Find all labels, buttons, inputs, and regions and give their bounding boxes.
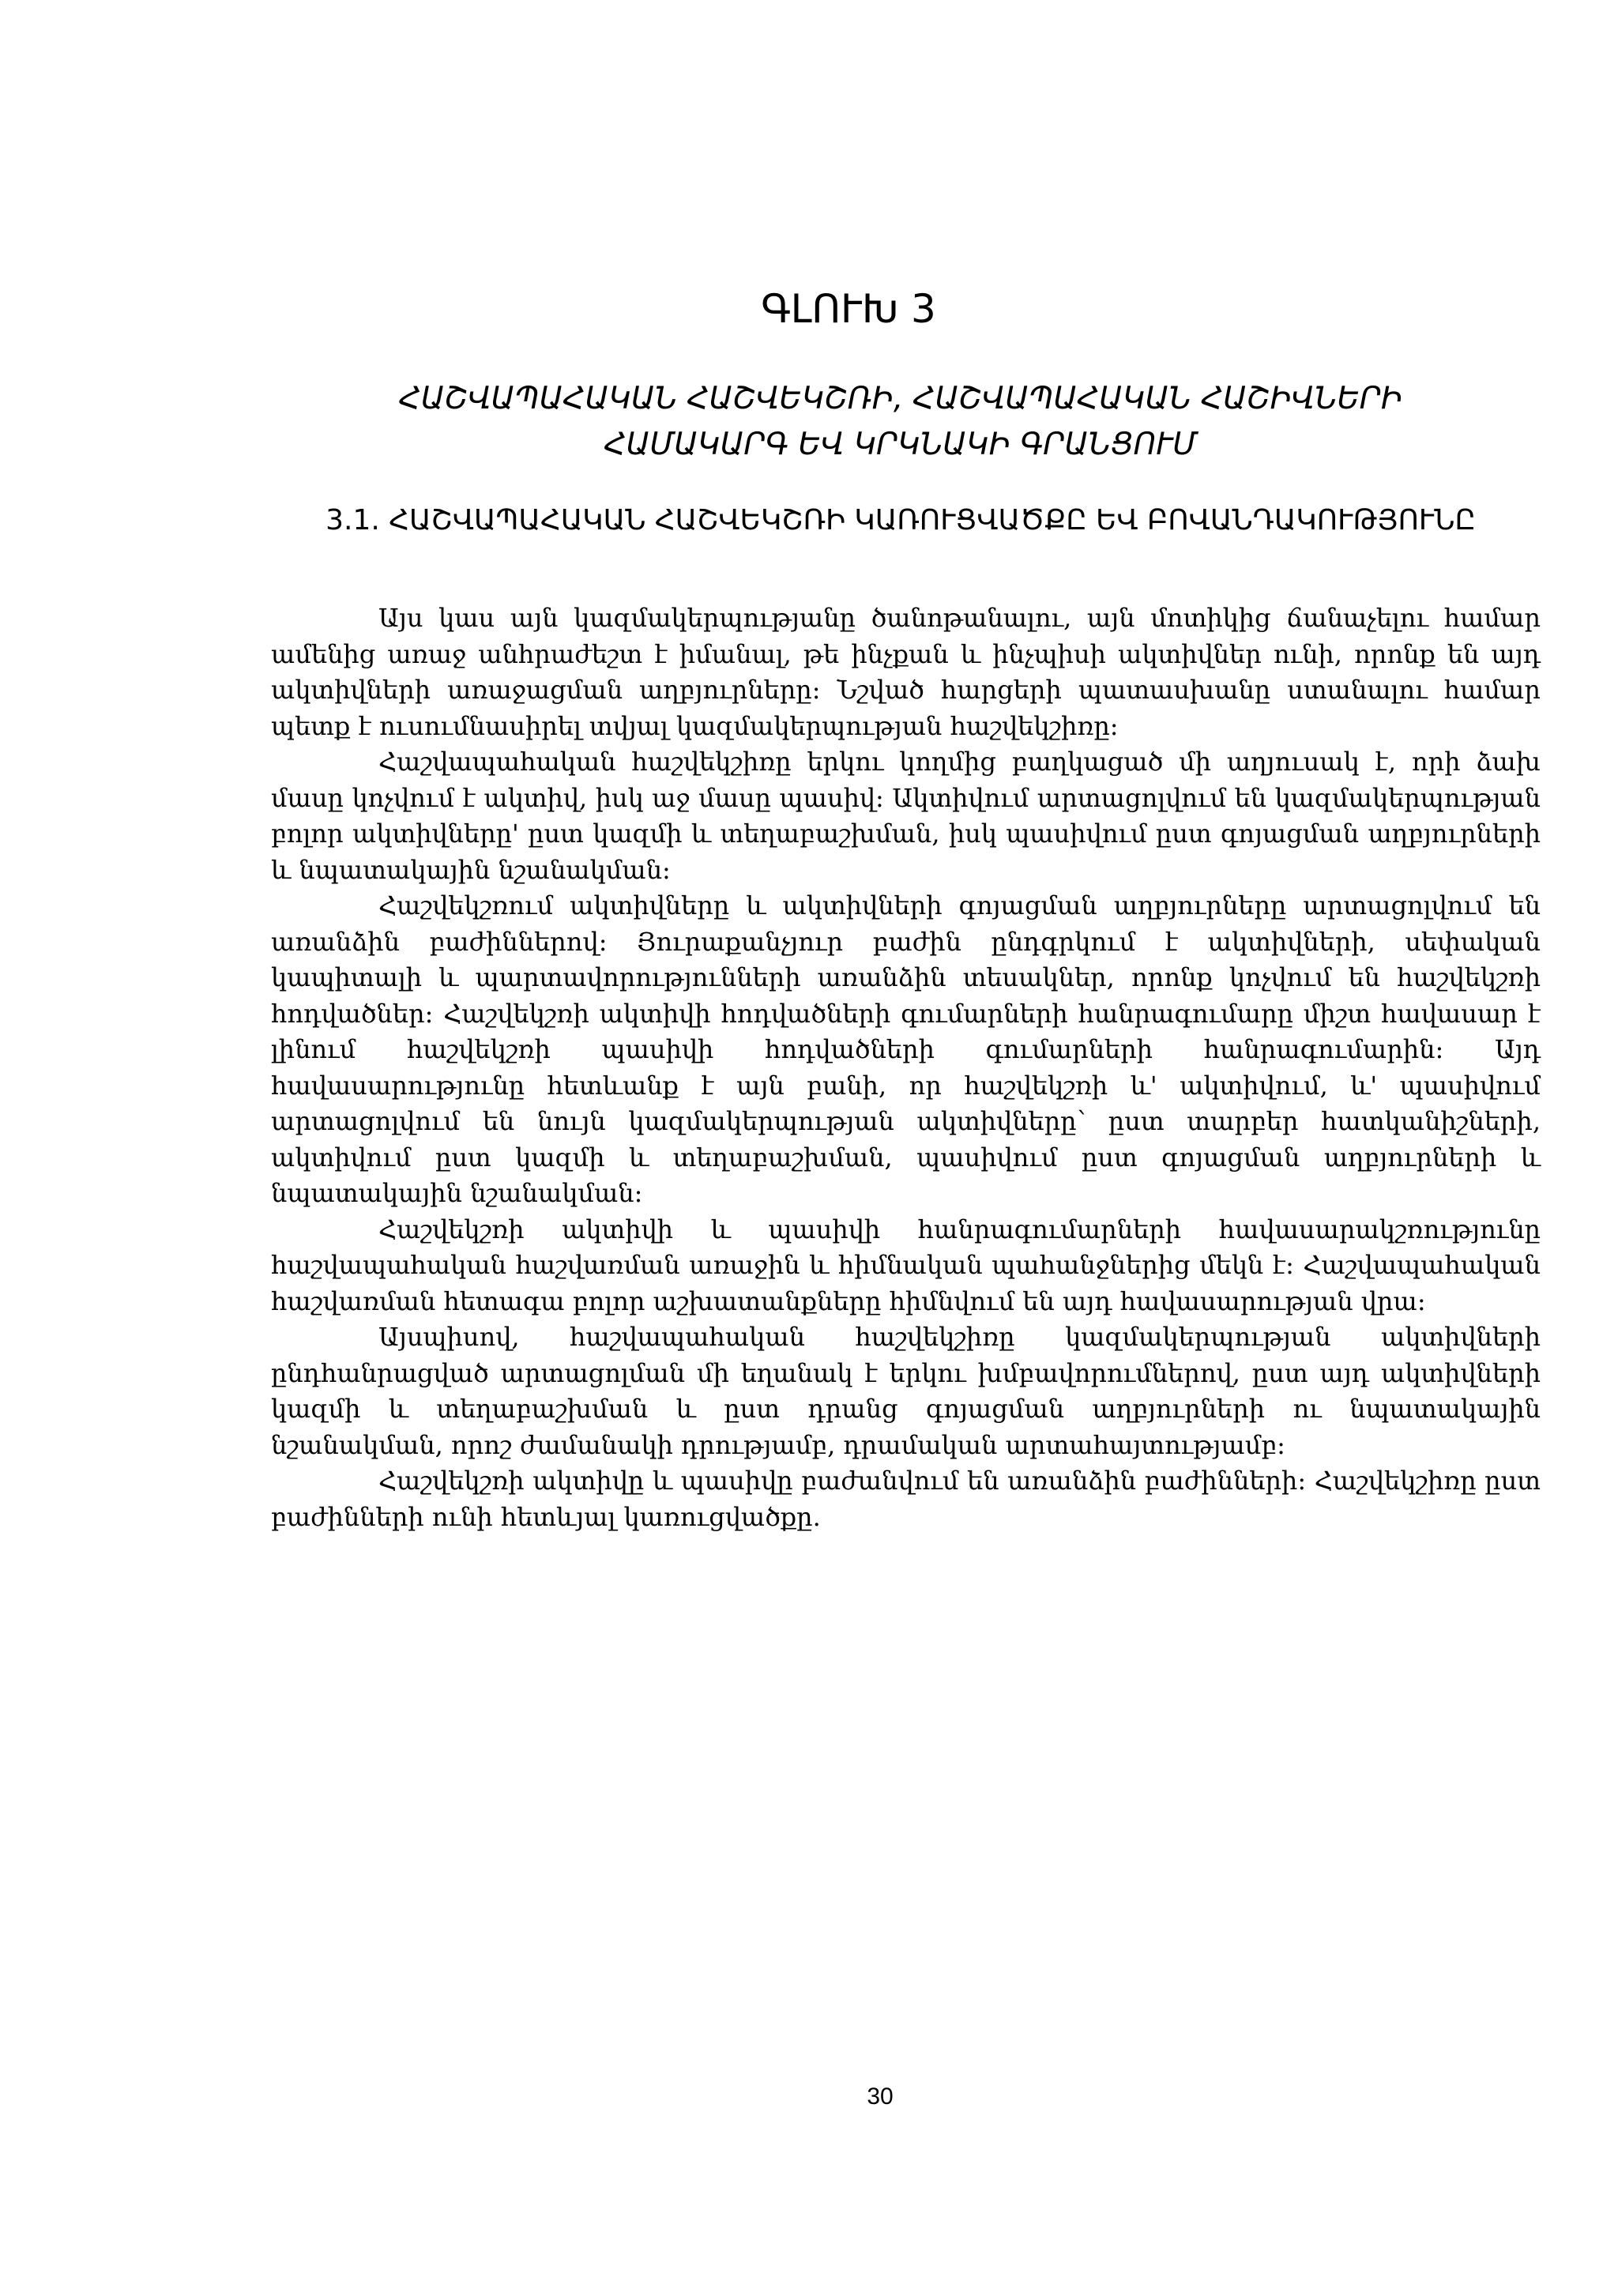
section-title: 3.1. ՀԱՇՎԱՊԱՀԱԿԱՆ ՀԱՇՎԵԿՇՌԻ ԿԱՌՈՒՑՎԱԾՔԸ ԵՎ ԲՈՎԱՆԴԱԿՈՒԹՅՈՒՆԸ (325, 504, 1476, 536)
paragraph: Հաշվապահական հաշվեկշիռը երկու կողմից բաղկացած մի աղյուսակ է, որի ձախ մասը կոչվում է ակտիվ, իսկ աջ մասը պասիվ: Ակտիվում արտացոլվում են կազմակերպության բոլոր ակտիվները' ըստ կազմի և տեղաբաշխման, իսկ պասիվում ըստ գոյացման աղբյուրների և նպատակային նշանակման: (271, 747, 1541, 885)
paragraph: Հաշվեկշռի ակտիվը և պասիվը բաժանվում են առանձին բաժինների: Հաշվեկշիռը ըստ բաժինների ունի հետևյալ կառուցվածքը. (271, 1466, 1541, 1532)
chapter-heading: ԳԼՈՒԽ 3 (761, 286, 936, 332)
chapter-title (269, 376, 1533, 468)
chapter-title-line-1: ՀԱՇՎԱՊԱՀԱԿԱՆ ՀԱՇՎԵԿՇՌԻ, ՀԱՇՎԱՊԱՀԱԿԱՆ ՀԱՇԻՎՆԵՐԻ (398, 381, 1403, 416)
paragraph: Հաշվեկշռի ակտիվի և պասիվի հանրագումարների հավասարակշռությունը հաշվապահական հաշվառման առաջին և հիմնական պահանջներից մեկն է: Հաշվապահական հաշվառման հետագա բոլոր աշխատանքները հիմնվում են այդ հավասարության վրա: (271, 1214, 1541, 1316)
page-number: 30 (867, 2083, 894, 2110)
paragraph: Այս կաս այն կազմակերպությանը ծանոթանալու, այն մոտիկից ճանաչելու համար ամենից առաջ անհրաժեշտ է իմանալ, թե ինչքան և ինչպիսի ակտիվներ ունի, որոնք են այդ ակտիվների առաջացման աղբյուրները: Նշված հարցերի պատասխանը ստանալու համար պետք է ուսումնասիրել տվյալ կազմակերպության հաշվեկշիռը: (271, 603, 1541, 741)
chapter-title-line-2: ՀԱՄԱԿԱՐԳ ԵՎ ԿՐԿՆԱԿԻ ԳՐԱՆՑՈՒՄ (604, 427, 1198, 462)
paragraph: Հաշվեկշռում ակտիվները և ակտիվների գոյացման աղբյուրները արտացոլվում են առանձին բաժիններով: Յուրաքանչյուր բաժին ընդգրկում է ակտիվների, սեփական կապիտալի և պարտավորությունների առանձին տեսակներ, որոնք կոչվում են հաշվեկշռի հոդվածներ: Հաշվեկշռի ակտիվի հոդվածների գումարների հանրագումարը միշտ հավասար է լինում հաշվեկշռի պասիվի հոդվածների գումարների հանրագումարին: Այդ հավասարությունը հետևանք է այն բանի, որ հաշվեկշռի և' ակտիվում, և' պասիվում արտացոլվում են նույն կազմակերպության ակտիվները՝ ըստ տարբեր հատկանիշների, ակտիվում ըստ կազմի և տեղաբաշխման, պասիվում ըստ գոյացման աղբյուրների և նպատակային նշանակման: (271, 890, 1541, 1208)
paragraph: Այսպիսով, հաշվապահական հաշվեկշիռը կազմակերպության ակտիվների ընդհանրացված արտացոլման մի եղանակ է երկու խմբավորումներով, ըստ այդ ակտիվների կազմի և տեղաբաշխման և ըստ դրանց գոյացման աղբյուրների ու նպատակային նշանակման, որոշ ժամանակի դրությամբ, դրամական արտահայտությամբ: (271, 1322, 1541, 1460)
body-text (271, 600, 1541, 1535)
